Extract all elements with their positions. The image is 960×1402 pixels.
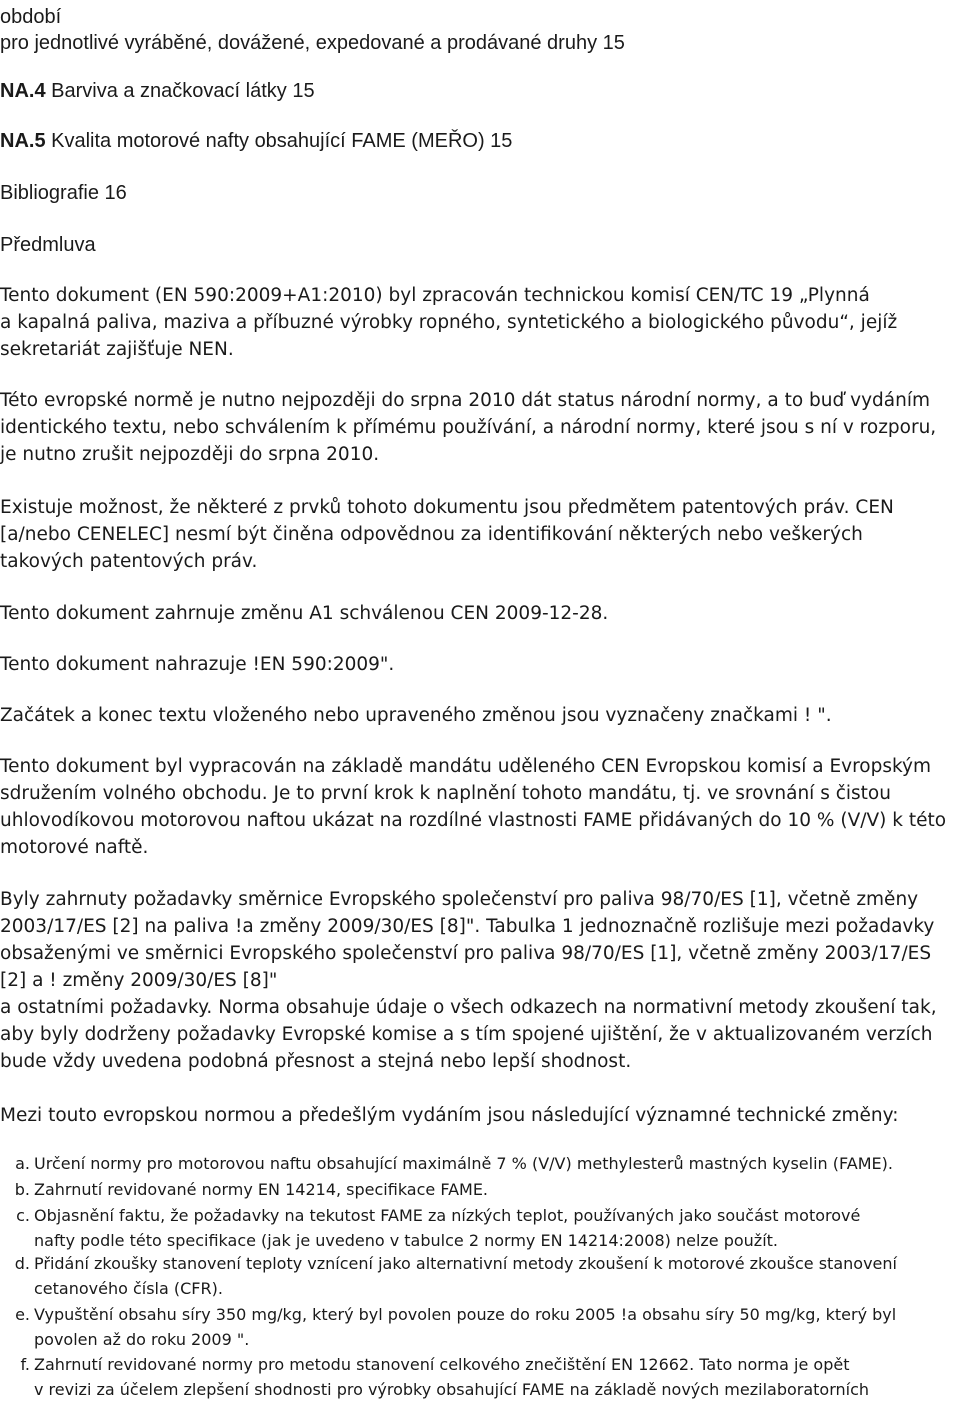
foreword-heading: Předmluva (0, 234, 96, 256)
paragraph-supersedes (0, 651, 394, 678)
paragraph-line: [a/nebo CENELEC] nesmí být činěna odpovědnou za identifikování některých nebo veškerých (0, 524, 863, 545)
paragraph-line: aby byly dodrženy požadavky Evropské komise a s tím spojené ujištění, že v aktualizovaném verzích (0, 1024, 933, 1045)
paragraph-line: Této evropské normě je nutno nejpozději do srpna 2010 dát status národní normy, a to buď vydáním (0, 390, 931, 411)
list-item-text (34, 1178, 488, 1203)
list-item-line: Objasnění faktu, že požadavky na tekutost FAME za nízkých teplot, používaných jako součást motorové (34, 1206, 861, 1225)
list-marker: f. (20, 1355, 30, 1374)
list-item-text (34, 1152, 893, 1177)
list-item-line: Přidání zkoušky stanovení teploty vznícení jako alternativní metody zkoušení k motorové zkoušce stanovení (34, 1254, 897, 1273)
paragraph-line: a kapalná paliva, maziva a příbuzné výrobky ropného, syntetického a biologického původu“, jejíž (0, 312, 898, 333)
list-item-line: Určení normy pro motorovou naftu obsahující maximálně 7 % (V/V) methylesterů mastných kyselin (FAME). (34, 1154, 893, 1173)
toc-line-period: období (0, 6, 62, 28)
paragraph-patents (0, 494, 894, 575)
paragraph-line: Tento dokument nahrazuje !EN 590:2009". (0, 654, 395, 675)
list-marker: c. (16, 1206, 30, 1225)
list-item-text (34, 1303, 896, 1352)
toc-entry-na5-number: NA.5 (0, 130, 46, 152)
list-marker: d. (14, 1254, 30, 1273)
list-item-line: v revizi za účelem zlepšení shodnosti pro výrobky obsahující FAME na základě nových mezilaboratorních (34, 1379, 870, 1399)
list-item-text (34, 1252, 897, 1301)
paragraph-intro (0, 282, 897, 363)
toc-entry-na4-number: NA.4 (0, 80, 46, 102)
list-item-line: Zahrnutí revidované normy EN 14214, specifikace FAME. (34, 1180, 489, 1199)
toc-entry-na5[interactable] (0, 128, 512, 154)
list-item-line: povolen až do roku 2009 ". (34, 1329, 250, 1349)
paragraph-line: motorové naftě. (0, 837, 149, 858)
paragraph-line: bude vždy uvedena podobná přesnost a stejná nebo lepší shodnost. (0, 1051, 632, 1072)
paragraph-line: 2003/17/ES [2] na paliva !a změny 2009/30/ES [8]". Tabulka 1 jednoznačně rozlišuje mezi požadavky (0, 916, 935, 937)
paragraph-line: sekretariát zajišťuje NEN. (0, 339, 234, 360)
list-item-line: cetanového čísla (CFR). (34, 1278, 223, 1298)
list-item-text (34, 1353, 869, 1402)
paragraph-line: takových patentových práv. (0, 551, 258, 572)
list-item-line: nafty podle této specifikace (jak je uvedeno v tabulce 2 normy EN 14214:2008) nelze použít. (34, 1230, 779, 1250)
paragraph-line: Tento dokument (EN 590:2009+A1:2010) byl zpracován technickou komisí CEN/TC 19 „Plynná (0, 285, 870, 306)
paragraph-line: uhlovodíkovou motorovou naftou ukázat na rozdílné vlastnosti FAME přidávaných do 10 % (V/V) k této (0, 810, 947, 831)
toc-line-products: pro jednotlivé vyráběné, dovážené, expedované a prodávané druhy 15 (0, 32, 625, 54)
paragraph-changes-intro (0, 1102, 898, 1129)
list-item-line: Vypuštění obsahu síry 350 mg/kg, který byl povolen pouze do roku 2005 !a obsahu síry 50 mg/kg, který byl (34, 1305, 897, 1324)
paragraph-national-status (0, 387, 936, 468)
paragraph-line: sdružením volného obchodu. Je to první krok k naplnění tohoto mandátu, tj. ve srovnání s čistou (0, 783, 891, 804)
list-item-line: Zahrnutí revidované normy pro metodu stanovení celkového znečištění EN 12662. Tato norma je opět (34, 1355, 850, 1374)
paragraph-line: obsaženými ve směrnici Evropského společenství pro paliva 98/70/ES [1], včetně změny 2003/17/ES (0, 943, 932, 964)
toc-entry-na4-title: Barviva a značkovací látky 15 (45, 80, 315, 102)
toc-entry-na5-title: Kvalita motorové nafty obsahující FAME (MEŘO) 15 (45, 130, 513, 152)
paragraph-line: Mezi touto evropskou normou a předešlým vydáním jsou následující významné technické změny: (0, 1105, 899, 1126)
list-marker: e. (15, 1305, 30, 1324)
list-marker: b. (14, 1180, 30, 1199)
paragraph-amendment (0, 600, 608, 627)
toc-entry-bibliography[interactable]: Bibliografie 16 (0, 182, 127, 204)
paragraph-line: Začátek a konec textu vloženého nebo upraveného změnou jsou vyznačeny značkami ! ". (0, 705, 832, 726)
toc-entry-na4[interactable] (0, 78, 315, 104)
paragraph-line: [2] a ! změny 2009/30/ES [8]" (0, 970, 278, 991)
paragraph-line: Byly zahrnuty požadavky směrnice Evropského společenství pro paliva 98/70/ES [1], včetně změny (0, 889, 919, 910)
paragraph-directive (0, 886, 937, 1075)
paragraph-line: Tento dokument byl vypracován na základě mandátu uděleného CEN Evropskou komisí a Evropským (0, 756, 932, 777)
paragraph-line: je nutno zrušit nejpozději do srpna 2010. (0, 444, 380, 465)
paragraph-line: Tento dokument zahrnuje změnu A1 schválenou CEN 2009-12-28. (0, 603, 609, 624)
paragraph-markers (0, 702, 832, 729)
list-item-text (34, 1204, 860, 1253)
paragraph-mandate (0, 753, 946, 861)
paragraph-line: a ostatními požadavky. Norma obsahuje údaje o všech odkazech na normativní metody zkoušení tak, (0, 997, 937, 1018)
list-marker: a. (15, 1154, 30, 1173)
paragraph-line: identického textu, nebo schválením k přímému používání, a národní normy, které jsou s ní v rozporu, (0, 417, 937, 438)
paragraph-line: Existuje možnost, že některé z prvků tohoto dokumentu jsou předmětem patentových práv. CEN (0, 497, 894, 518)
